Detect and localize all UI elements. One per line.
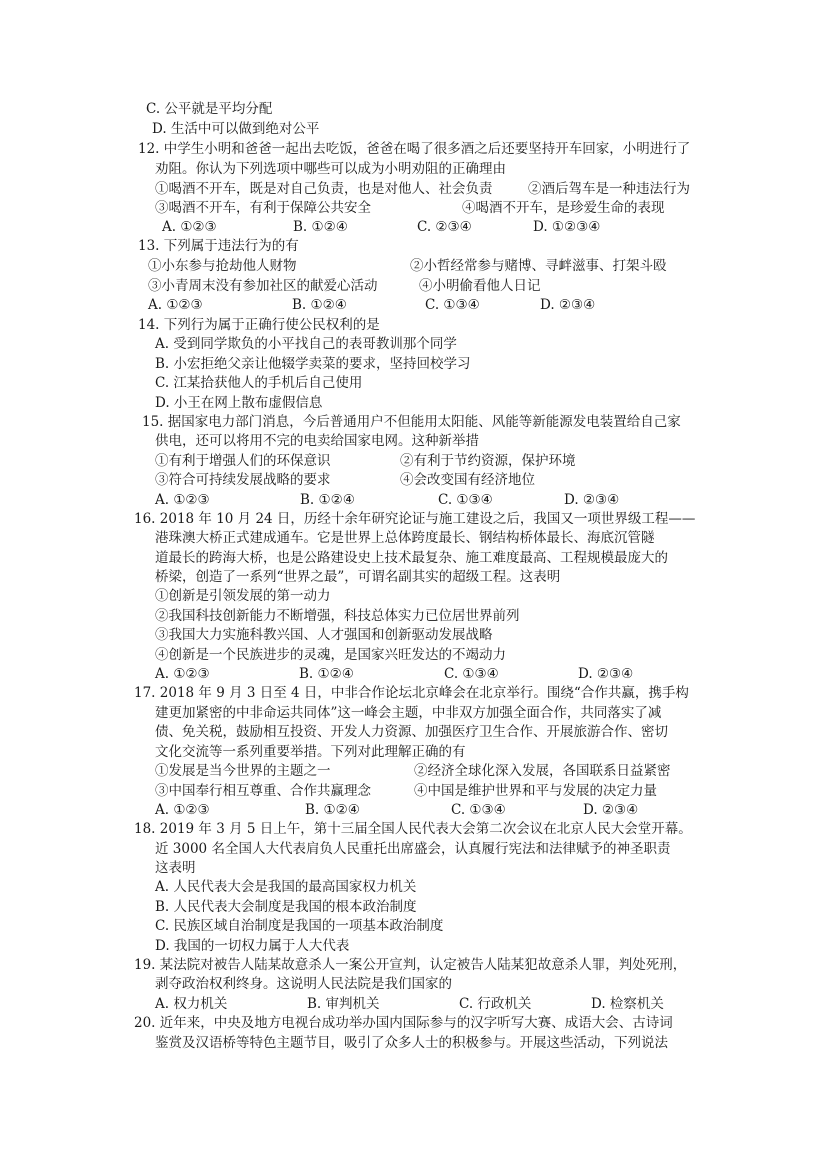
q15-option-c: C. ①③④ xyxy=(438,492,493,508)
q16-option-b: B. ①②④ xyxy=(299,666,354,682)
q15-statement-2: ②有利于节约资源，保护环境 xyxy=(400,453,576,469)
q15-stem-line2: 供电，还可以将用不完的电卖给国家电网。这种新举措 xyxy=(155,433,479,449)
q16-option-d: D. ②③④ xyxy=(578,666,634,682)
q14-option-c: C. 江某拾获他人的手机后自己使用 xyxy=(155,375,363,391)
q15-stem-line1: 15. 据国家电力部门消息，今后普通用户不但能用太阳能、风能等新能源发电装置给自己家 xyxy=(142,414,681,430)
q16-statement-1: ①创新是引领发展的第一动力 xyxy=(155,588,331,604)
q16-statement-3: ③我国大力实施科教兴国、人才强国和创新驱动发展战略 xyxy=(155,627,493,643)
q18-option-c: C. 民族区域自治制度是我国的一项基本政治制度 xyxy=(155,918,444,934)
q17-stem-line4: 文化交流等一系列重要举措。下列对此理解正确的有 xyxy=(155,744,466,760)
q14-stem: 14. 下列行为属于正确行使公民权利的是 xyxy=(138,317,380,333)
q11-option-d: D. 生活中可以做到绝对公平 xyxy=(152,121,320,137)
q16-stem-line4: 桥梁，创造了一系列“世界之最”，可谓名副其实的超级工程。这表明 xyxy=(155,569,561,585)
q17-option-a: A. ①②③ xyxy=(155,802,210,818)
q14-option-d: D. 小王在网上散布虚假信息 xyxy=(155,395,323,411)
q18-stem-line3: 这表明 xyxy=(155,860,196,876)
q17-stem-line3: 债、免关税，鼓励相互投资、开发人力资源、加强医疗卫生合作、开展旅游合作、密切 xyxy=(155,724,668,740)
q12-option-b: B. ①②④ xyxy=(293,219,348,235)
q18-option-d: D. 我国的一切权力属于人大代表 xyxy=(155,938,350,954)
q17-option-b: B. ①②④ xyxy=(305,802,360,818)
q15-statement-1: ①有利于增强人们的环保意识 xyxy=(155,453,331,469)
q16-statement-4: ④创新是一个民族进步的灵魂，是国家兴旺发达的不竭动力 xyxy=(155,647,506,663)
q18-option-a: A. 人民代表大会是我国的最高国家权力机关 xyxy=(155,879,417,895)
q17-option-c: C. ①③④ xyxy=(451,802,506,818)
q18-option-b: B. 人民代表大会制度是我国的根本政治制度 xyxy=(155,899,417,915)
q17-statement-4: ④中国是维护世界和平与发展的决定力量 xyxy=(414,783,657,799)
q17-statement-1: ①发展是当今世界的主题之一 xyxy=(155,763,331,779)
q19-option-d: D. 检察机关 xyxy=(591,996,664,1012)
q12-statement-2: ②酒后驾车是一种违法行为 xyxy=(528,181,690,197)
q11-option-c: C. 公平就是平均分配 xyxy=(146,101,273,117)
q19-stem-line2: 剥夺政治权利终身。这说明人民法院是我们国家的 xyxy=(155,976,452,992)
q13-statement-2: ②小哲经常参与赌博、寻衅滋事、打架斗殴 xyxy=(410,258,667,274)
q18-stem-line1: 18. 2019 年 3 月 5 日上午，第十三届全国人民代表大会第二次会议在北京人民大会堂开幕。 xyxy=(134,821,692,837)
q16-statement-2: ②我国科技创新能力不断增强，科技总体实力已位居世界前列 xyxy=(155,608,520,624)
q18-stem-line2: 近 3000 名全国人大代表肩负人民重托出席盛会，认真履行宪法和法律赋予的神圣职责 xyxy=(155,841,671,857)
q12-option-c: C. ②③④ xyxy=(417,219,472,235)
q19-option-a: A. 权力机关 xyxy=(155,996,228,1012)
q16-option-c: C. ①③④ xyxy=(444,666,499,682)
q14-option-b: B. 小宏拒绝父亲让他辍学卖菜的要求，坚持回校学习 xyxy=(155,356,471,372)
q12-option-d: D. ①②③④ xyxy=(533,219,601,235)
q19-stem-line1: 19. 某法院对被告人陆某故意杀人一案公开宣判，认定被告人陆某犯故意杀人罪，判处死刑， xyxy=(134,957,687,973)
q13-statement-4: ④小明偷看他人日记 xyxy=(419,278,541,294)
q15-option-a: A. ①②③ xyxy=(155,492,210,508)
q13-option-d: D. ②③④ xyxy=(540,297,596,313)
q12-option-a: A. ①②③ xyxy=(162,219,217,235)
q15-statement-4: ④会改变国有经济地位 xyxy=(400,472,535,488)
q12-statement-3: ③喝酒不开车，有利于保障公共安全 xyxy=(155,200,371,216)
q13-stem: 13. 下列属于违法行为的有 xyxy=(138,238,299,254)
q13-statement-1: ①小东参与抢劫他人财物 xyxy=(148,258,297,274)
q17-option-d: D. ②③④ xyxy=(583,802,639,818)
q15-statement-3: ③符合可持续发展战略的要求 xyxy=(155,472,331,488)
q15-option-b: B. ①②④ xyxy=(300,492,355,508)
q20-stem-line2: 鉴赏及汉语桥等特色主题节目，吸引了众多人士的积极参与。开展这些活动，下列说法 xyxy=(155,1035,668,1051)
q13-option-b: B. ①②④ xyxy=(292,297,347,313)
q17-stem-line2: 建更加紧密的中非命运共同体”这一峰会主题，中非双方加强全面合作，共同落实了减 xyxy=(155,705,662,721)
q16-stem-line2: 港珠澳大桥正式建成通车。它是世界上总体跨度最长、钢结构桥体最长、海底沉管隧 xyxy=(155,530,655,546)
q17-statement-3: ③中国奉行相互尊重、合作共赢理念 xyxy=(155,783,371,799)
q17-stem-line1: 17. 2018 年 9 月 3 日至 4 日，中非合作论坛北京峰会在北京举行。围绕“合作共赢，携手构 xyxy=(134,685,689,701)
q13-option-a: A. ①②③ xyxy=(148,297,203,313)
q12-statement-4: ④喝酒不开车，是珍爱生命的表现 xyxy=(462,200,665,216)
q14-option-a: A. 受到同学欺负的小平找自己的表哥教训那个同学 xyxy=(155,336,457,352)
q16-stem-line1: 16. 2018 年 10 月 24 日，历经十余年研究论证与施工建设之后，我国又一项世界级工程—— xyxy=(134,511,696,527)
q16-option-a: A. ①②③ xyxy=(155,666,210,682)
q12-statement-1: ①喝酒不开车，既是对自己负责，也是对他人、社会负责 xyxy=(155,181,493,197)
q19-option-b: B. 审判机关 xyxy=(307,996,380,1012)
q19-option-c: C. 行政机关 xyxy=(459,996,532,1012)
q12-stem-line1: 12. 中学生小明和爸爸一起出去吃饭，爸爸在喝了很多酒之后还要坚持开车回家，小明进行了 xyxy=(138,141,691,157)
q13-statement-3: ③小青周末没有参加社区的献爱心活动 xyxy=(148,278,378,294)
q15-option-d: D. ②③④ xyxy=(564,492,620,508)
q17-statement-2: ②经济全球化深入发展，各国联系日益紧密 xyxy=(414,763,671,779)
q16-stem-line3: 道最长的跨海大桥，也是公路建设史上技术最复杂、施工难度最高、工程规模最庞大的 xyxy=(155,550,668,566)
q20-stem-line1: 20. 近年来，中央及地方电视台成功举办国内国际参与的汉字听写大赛、成语大会、古诗词 xyxy=(134,1015,673,1031)
q12-stem-line2: 劝阻。你认为下列选项中哪些可以成为小明劝阻的正确理由 xyxy=(155,161,506,177)
q13-option-c: C. ①③④ xyxy=(425,297,480,313)
